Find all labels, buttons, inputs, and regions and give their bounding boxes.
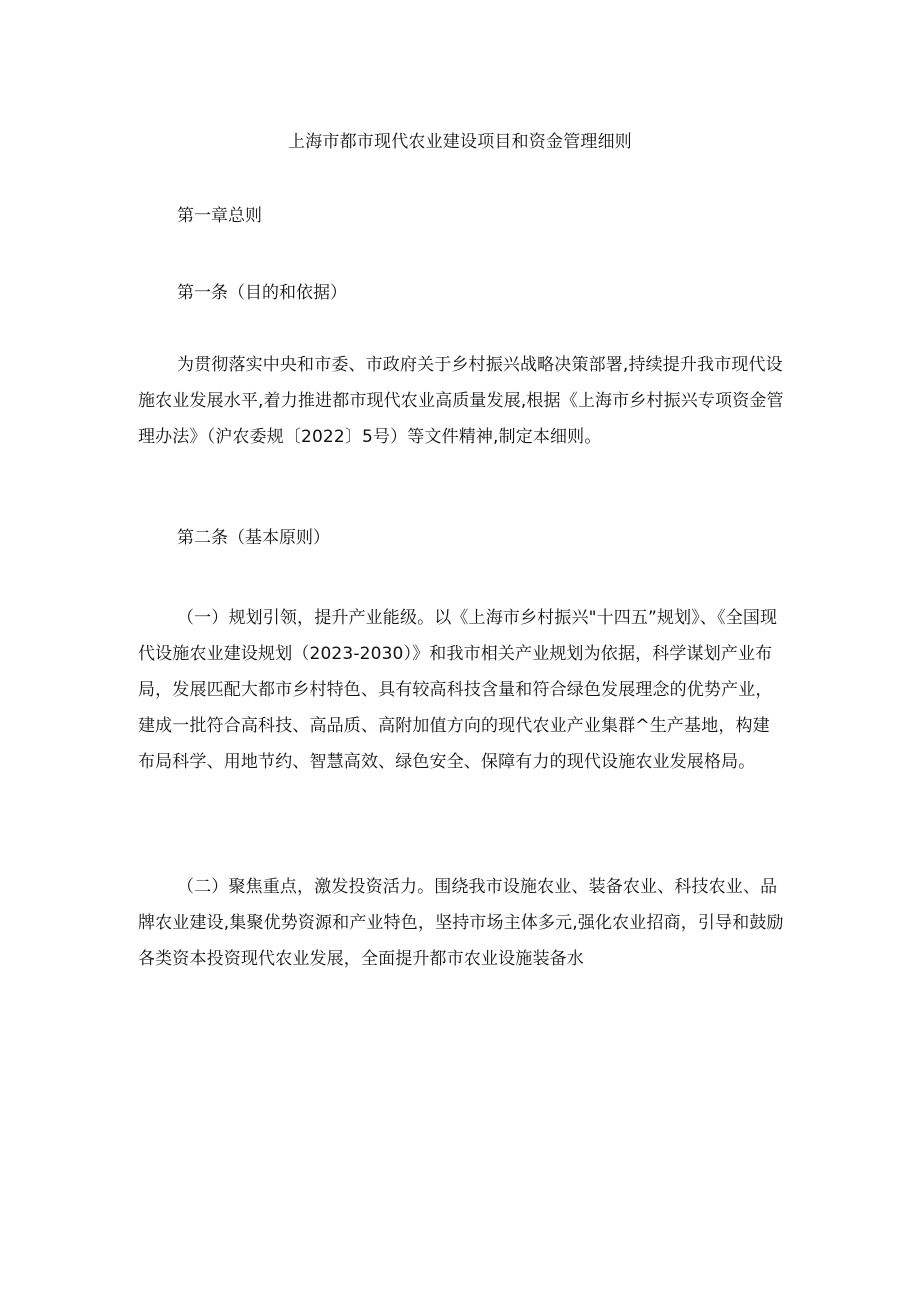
chapter-heading: 第一章总则 <box>177 206 262 226</box>
article-1-body: 为贯彻落实中央和市委、市政府关于乡村振兴战略决策部署,持续提升我市现代设施农业发展水平,着力推进都市现代农业高质量发展,根据《上海市乡村振兴专项资金管理办法》（沪农委规〔2022〕5号）等文件精神,制定本细则。 <box>138 355 784 447</box>
document-title: 上海市都市现代农业建设项目和资金管理细则 <box>288 132 632 152</box>
article-2-item-1: （一）规划引领，提升产业能级。以《上海市乡村振兴"十四五”规划》、《全国现代设施农业建设规划（2023-2030）》和我市相关产业规划为依据，科学谋划产业布局，发展匹配大都市乡村特色、具有较高科技含量和符合绿色发展理念的优势产业，建成一批符合高科技、高品质、高附加值方向的现代农业产业集群^生产基地，构建布局科学、用地节约、智慧高效、绿色安全、保障有力的现代设施农业发展格局。 <box>138 608 778 772</box>
article-2-heading: 第二条（基本原则） <box>177 528 330 548</box>
article-2-item-2: （二）聚焦重点，激发投资活力。围绕我市设施农业、装备农业、科技农业、品牌农业建设,集聚优势资源和产业特色，坚持市场主体多元,强化农业招商，引导和鼓励各类资本投资现代农业发展，全面提升都市农业设施装备水 <box>138 877 784 969</box>
article-1-heading: 第一条（目的和依据） <box>177 283 347 303</box>
